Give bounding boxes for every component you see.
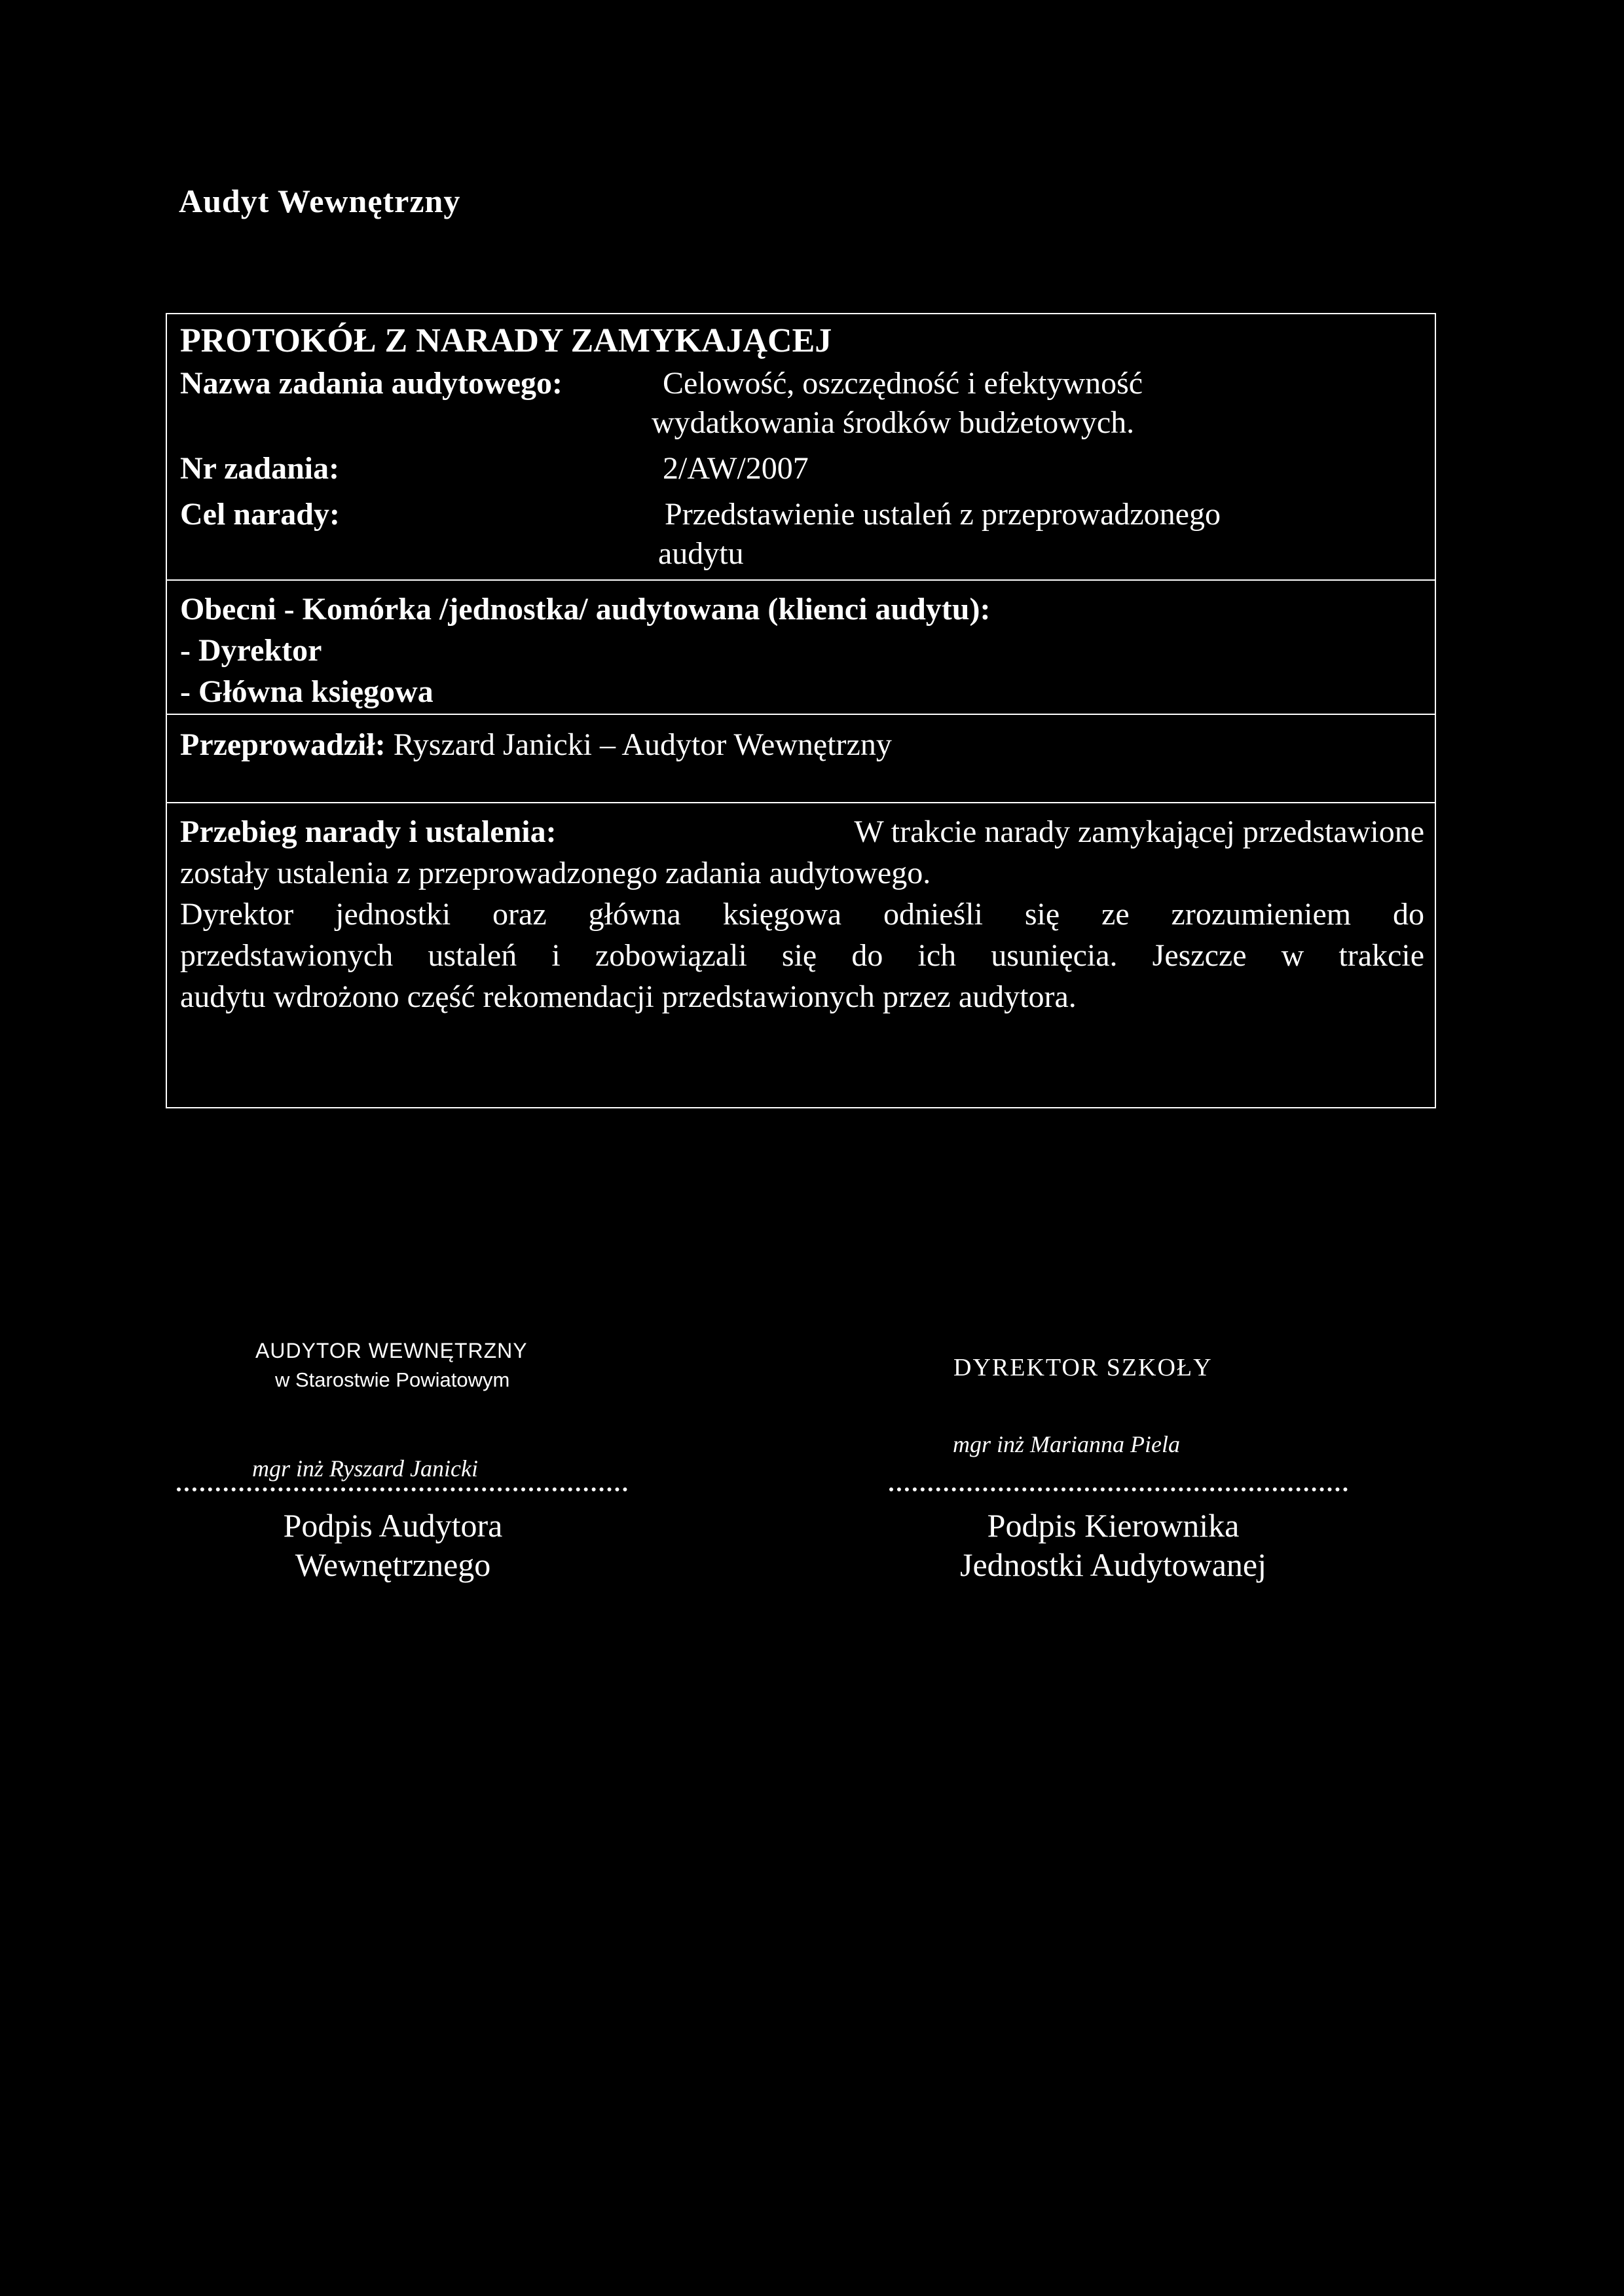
course-text-5: audytu wdrożono część rekomendacji przedstawionych przez audytora.	[180, 979, 1077, 1014]
auditor-signature-line	[177, 1487, 627, 1491]
page-header-title: Audyt Wewnętrzny	[179, 183, 461, 219]
director-caption	[904, 1506, 1323, 1584]
auditor-signed-name: mgr inż Ryszard Janicki	[252, 1455, 478, 1482]
meeting-goal-value-line1: Przedstawienie ustaleń z przeprowadzonego	[665, 497, 1221, 532]
auditor-caption-line1: Podpis Audytora	[283, 1507, 503, 1544]
director-caption-line1: Podpis Kierownika	[987, 1507, 1240, 1544]
attendee-item: - Główna księgowa	[180, 674, 434, 709]
task-number-label: Nr zadania:	[180, 451, 340, 486]
conducted-by-label: Przeprowadził:	[180, 727, 386, 762]
meeting-goal-value-line2: audytu	[658, 536, 744, 571]
attendees-section	[167, 579, 1435, 714]
director-stamp-title: DYREKTOR SZKOŁY	[953, 1354, 1213, 1381]
course-text-3: Dyrektor jednostki oraz główna księgowa odnieśli się ze zrozumieniem do	[180, 897, 1424, 932]
director-signed-name: mgr inż Marianna Piela	[953, 1431, 1180, 1457]
task-number-value: 2/AW/2007	[663, 451, 809, 486]
auditor-stamp-title: AUDYTOR WEWNĘTRZNY	[255, 1339, 528, 1362]
meeting-goal-label: Cel narady:	[180, 497, 340, 532]
auditor-caption-line2: Wewnętrznego	[295, 1546, 491, 1583]
director-signature-line	[889, 1487, 1348, 1491]
auditor-caption	[196, 1506, 589, 1584]
task-name-label: Nazwa zadania audytowego:	[180, 366, 563, 401]
auditor-stamp-subtitle: w Starostwie Powiatowym	[275, 1368, 510, 1391]
director-caption-line2: Jednostki Audytowanej	[959, 1546, 1267, 1583]
conducted-by-section	[167, 714, 1435, 802]
meeting-course-section	[167, 802, 1435, 1107]
course-text-1: W trakcie narady zamykającej przedstawione	[854, 814, 1424, 849]
conducted-by-line	[180, 729, 892, 761]
attendees-label: Obecni - Komórka /jednostka/ audytowana (klienci audytu):	[180, 592, 991, 627]
attendee-item: - Dyrektor	[180, 633, 322, 668]
task-name-value-line2: wydatkowania środków budżetowych.	[652, 405, 1135, 440]
task-name-value-line1: Celowość, oszczędność i efektywność	[663, 366, 1143, 401]
course-text-4: przedstawionych ustaleń i zobowiązali się do ich usunięcia. Jeszcze w trakcie	[180, 938, 1424, 973]
course-line-1	[180, 816, 1424, 848]
protocol-info-section	[167, 314, 1435, 579]
protocol-table	[166, 313, 1436, 1108]
course-text-2: zostały ustalenia z przeprowadzonego zadania audytowego.	[180, 856, 931, 890]
protocol-title: PROTOKÓŁ Z NARADY ZAMYKAJĄCEJ	[180, 322, 832, 359]
conducted-by-value: Ryszard Janicki – Audytor Wewnętrzny	[393, 727, 892, 762]
course-label: Przebieg narady i ustalenia:	[180, 814, 557, 849]
